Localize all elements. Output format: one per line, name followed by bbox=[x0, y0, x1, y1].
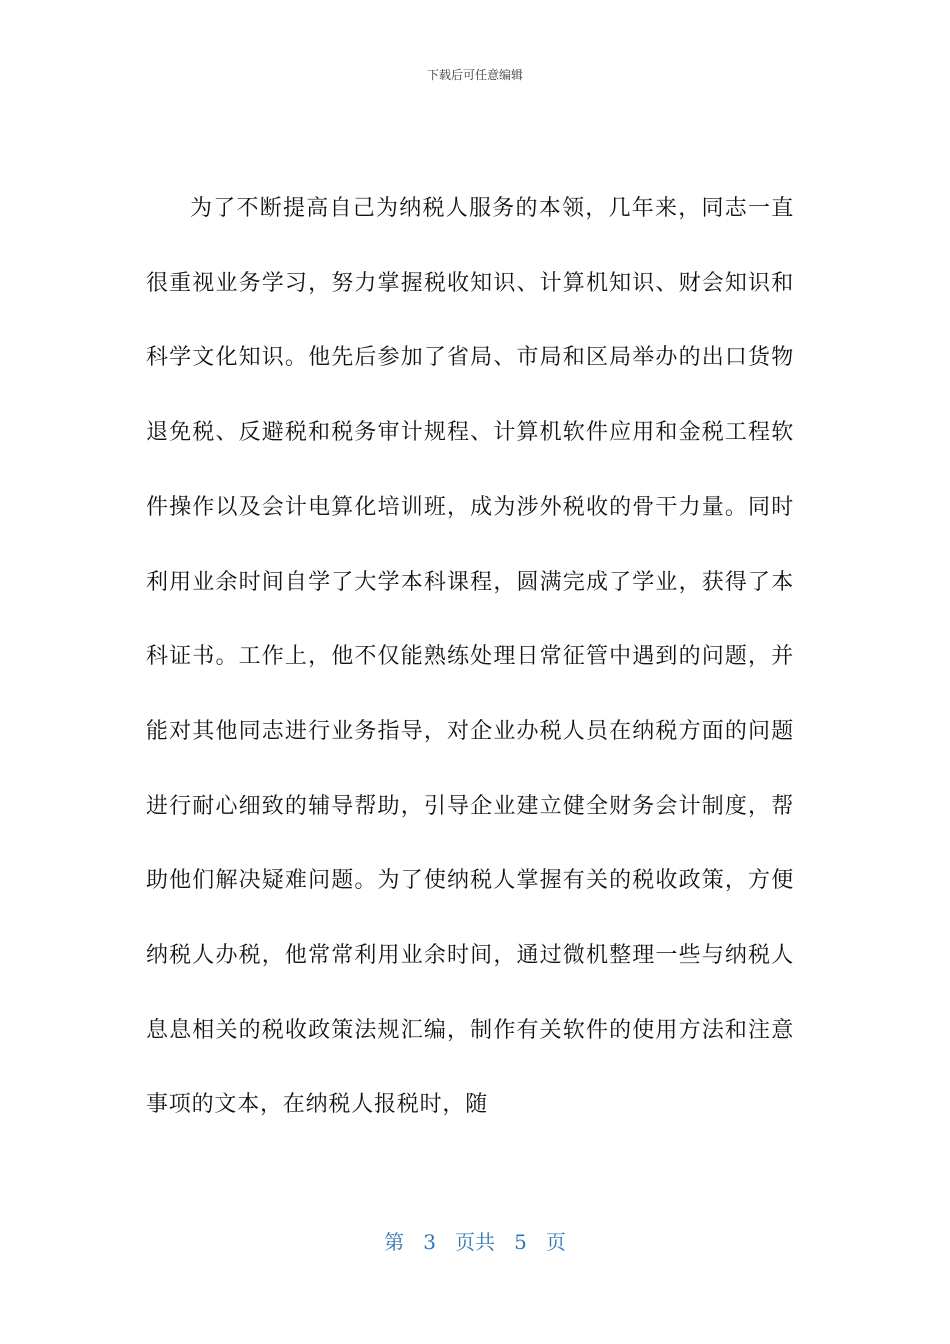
footer-total-pages: 5 bbox=[514, 1230, 527, 1254]
page-header: 下载后可任意编辑 bbox=[426, 68, 523, 82]
footer-suffix: 页 bbox=[545, 1230, 566, 1254]
footer-prefix: 第 bbox=[384, 1230, 405, 1254]
body-paragraph: 为了不断提高自己为纳税人服务的本领，几年来，同志一直很重视业务学习，努力掌握税收知识、计算机知识、财会知识和科学文化知识。他先后参加了省局、市局和区局举办的出口货物退免税、反避税和税务审计规程、计算机软件应用和金税工程软件操作以及会计电算化培训班，成为涉外税收的骨干力量。同时利用业余时间自学了大学本科课程，圆满完成了学业，获得了本科证书。工作上，他不仅能熟练处理日常征管中遇到的问题，并能对其他同志进行业务指导，对企业办税人员在纳税方面的问题进行耐心细致的辅导帮助，引导企业建立健全财务会计制度，帮助他们解决疑难问题。为了使纳税人掌握有关的税收政策，方便纳税人办税，他常常利用业余时间，通过微机整理一些与纳税人息息相关的税收政策法规汇编，制作有关软件的使用方法和注意事项的文本，在纳税人报税时，随 bbox=[146, 196, 794, 1118]
footer-middle: 页共 bbox=[455, 1230, 495, 1254]
footer-current-page: 3 bbox=[423, 1230, 436, 1254]
page-footer bbox=[0, 1226, 950, 1255]
